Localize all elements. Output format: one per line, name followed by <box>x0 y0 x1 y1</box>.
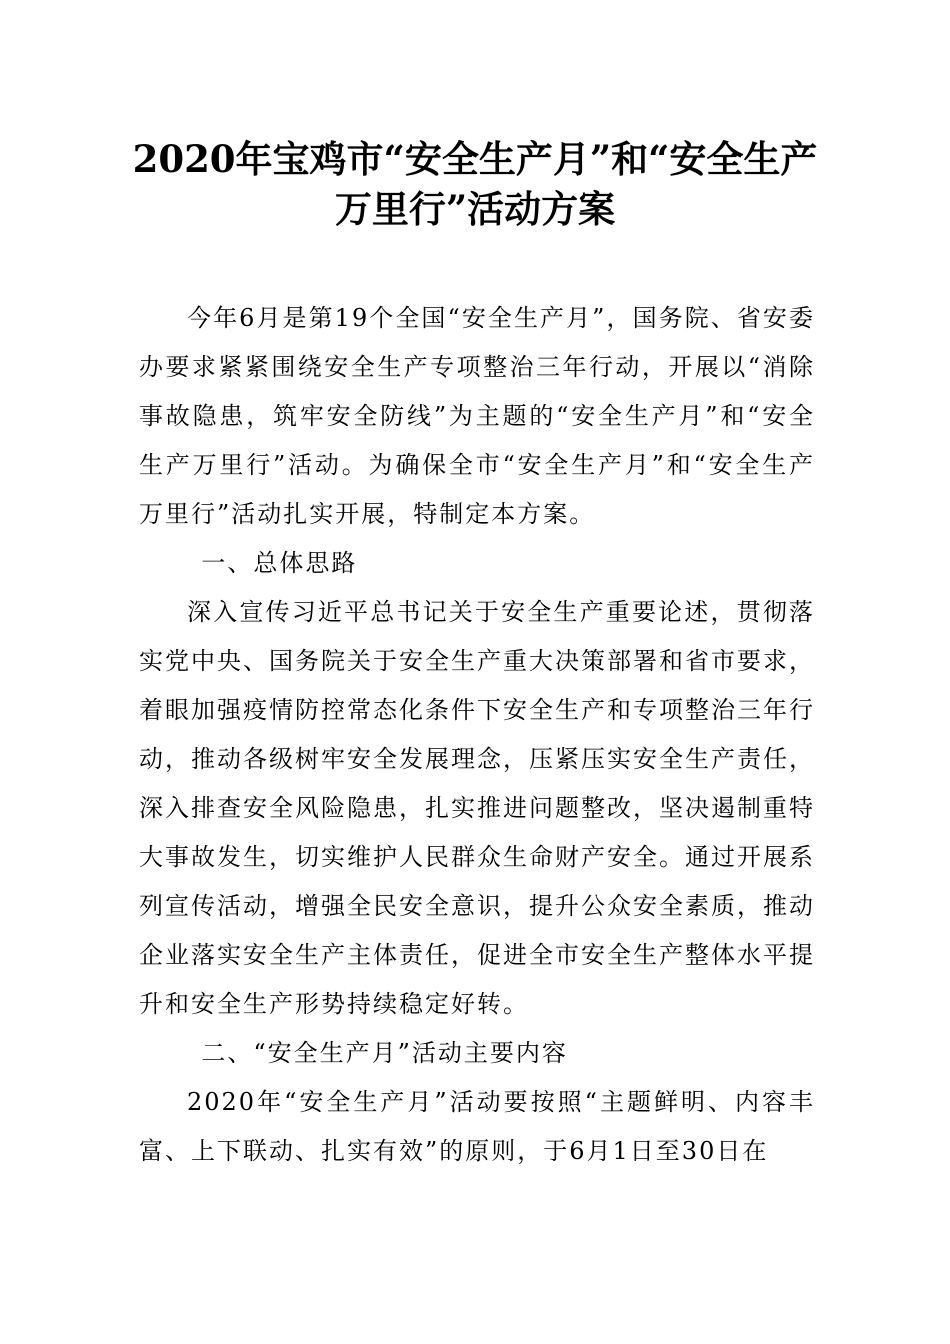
document-body <box>139 294 815 1176</box>
paragraph-main-content: 2020年“安全生产月”活动要按照“主题鲜明、内容丰富、上下联动、扎实有效”的原则，于6月1日至30日在 <box>139 1088 815 1165</box>
title-line-2: 万里行”活动方案 <box>334 187 616 231</box>
document-title <box>120 134 830 234</box>
title-line-1: 2020年宝鸡市“安全生产月”和“安全生产 <box>132 137 818 181</box>
section-heading-2: 二、“安全生产月”活动主要内容 <box>201 1039 568 1067</box>
section-heading-1: 一、总体思路 <box>201 549 358 577</box>
paragraph-overall-approach: 深入宣传习近平总书记关于安全生产重要论述，贯彻落实党中央、国务院关于安全生产重大决策部署和省市要求，着眼加强疫情防控常态化条件下安全生产和专项整治三年行动，推动各级树牢安全发展理念，压紧压实安全生产责任，深入排查安全风险隐患，扎实推进问题整改，坚决遏制重特大事故发生，切实维护人民群众生命财产安全。通过开展系列宣传活动，增强全民安全意识，提升公众安全素质，推动企业落实安全生产主体责任，促进全市安全生产整体水平提升和安全生产形势持续稳定好转。 <box>139 598 815 1018</box>
paragraph-intro: 今年6月是第19个全国“安全生产月”，国务院、省安委办要求紧紧围绕安全生产专项整治三年行动，开展以“消除事故隐患，筑牢安全防线”为主题的“安全生产月”和“安全生产万里行”活动。为确保全市“安全生产月”和“安全生产万里行”活动扎实开展，特制定本方案。 <box>139 304 815 528</box>
